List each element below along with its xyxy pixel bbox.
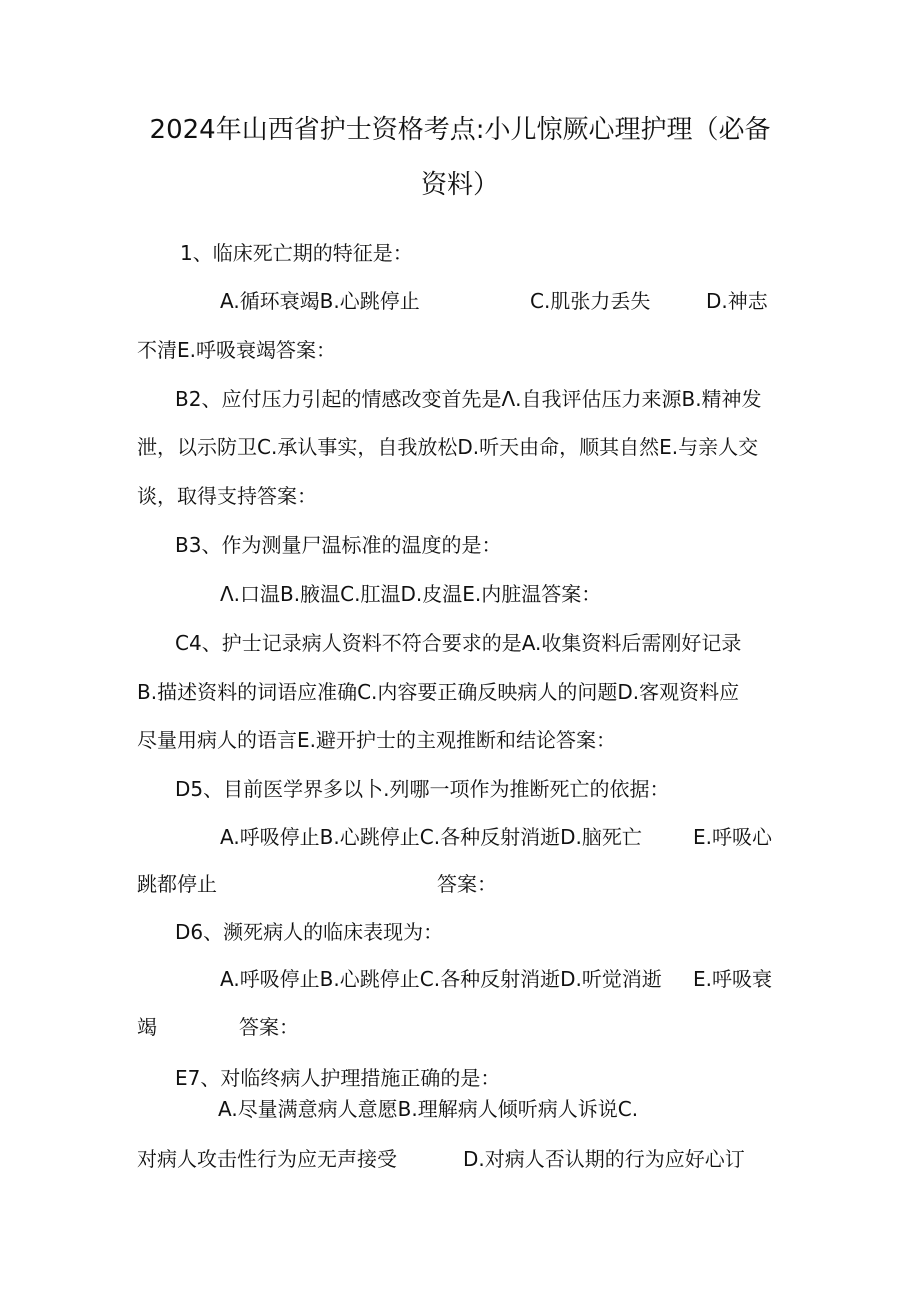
question-6-stem: D6、濒死病人的临床表现为： (175, 920, 444, 944)
document-title-line-2: 资料） (420, 170, 499, 200)
question-2-line-2: 泄，以示防卫C.承认事实，自我放松D.听天由命，顺其自然E.与亲人交 (137, 435, 759, 459)
question-7-line-3-b: D.对病人否认期的行为应好心订 (463, 1147, 745, 1171)
question-1-continuation: 不清E.呼吸衰竭答案： (137, 338, 336, 362)
question-2-line-1: B2、应付压力引起的情感改变首先是Λ.自我评估压力来源B.精神发 (175, 387, 762, 411)
question-6-options: A.呼吸停止B.心跳停止C.各种反射消逝D.听觉消逝 (220, 967, 662, 991)
question-5-stem: D5、目前医学界多以卜.列哪一项作为推断死亡的依据： (175, 777, 670, 801)
question-1-options-ab: A.循环衰竭B.心跳停止 (220, 289, 420, 313)
question-5-answer: 答案： (437, 872, 497, 896)
question-7-stem: E7、对临终病人护理措施正确的是： (175, 1066, 501, 1090)
question-6-answer: 答案： (239, 1015, 299, 1039)
question-7-options: A.尽量满意病人意愿B.理解病人倾听病人诉说C. (218, 1097, 639, 1121)
question-3-stem: B3、作为测量尸温标准的温度的是： (175, 533, 502, 557)
question-5-options: A.呼吸停止B.心跳停止C.各种反射消逝D.脑死亡 (220, 825, 642, 849)
question-1-option-c: C.肌张力丢失 (530, 289, 651, 313)
question-5-option-e: E.呼吸心 (693, 825, 772, 849)
question-4-line-1: C4、护士记录病人资料不符合要求的是A.收集资料后需刚好记录 (175, 631, 742, 655)
question-6-continuation: 竭 (137, 1015, 157, 1039)
document-title-line-1: 2024年山西省护士资格考点:小儿惊厥心理护理（必备 (149, 115, 771, 145)
question-3-options: Λ.口温B.腋温C.肛温D.皮温E.内脏温答案： (220, 582, 602, 606)
question-4-line-2: B.描述资料的词语应准确C.内容要正确反映病人的问题D.客观资料应 (137, 680, 740, 704)
question-2-line-3: 谈，取得支持答案： (137, 484, 317, 508)
question-6-option-e: E.呼吸衰 (693, 967, 772, 991)
question-1-option-d: D.神志 (706, 289, 768, 313)
question-1-stem: 1、临床死亡期的特征是： (180, 241, 413, 265)
question-7-line-3-a: 对病人攻击性行为应无声接受 (137, 1147, 397, 1171)
question-4-line-3: 尽量用病人的语言E.避开护士的主观推断和结论答案： (137, 728, 616, 752)
question-5-continuation: 跳都停止 (137, 872, 217, 896)
